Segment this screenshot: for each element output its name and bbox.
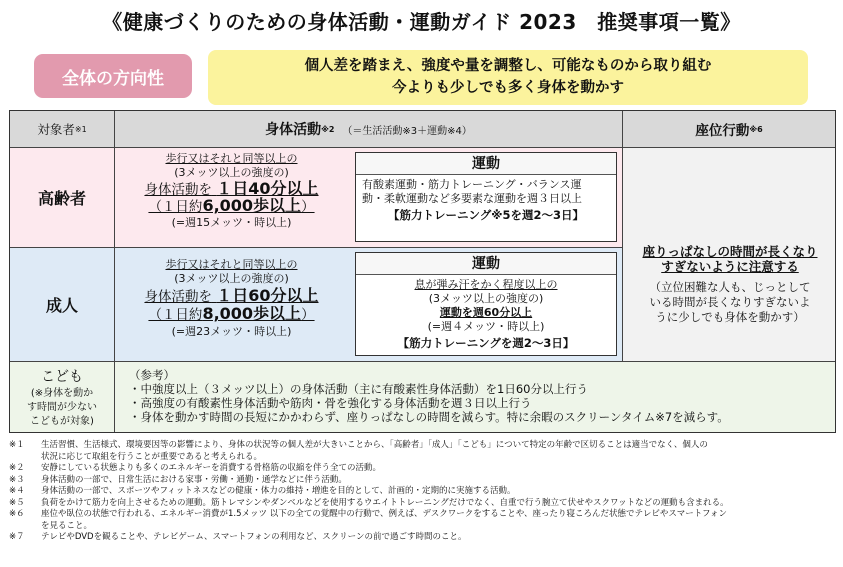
label-elderly: 高齢者	[10, 148, 115, 248]
header-target-mark: ※1	[74, 124, 87, 134]
adult-exercise-box	[355, 252, 617, 356]
child-bullet-2: ・高強度の有酸素性身体活動や筋肉・骨を強化する身体活動を週３日以上行う	[129, 396, 532, 410]
elderly-exercise-body	[356, 175, 616, 225]
elderly-activity-cell	[115, 148, 623, 248]
footnote-row: ※５ 負荷をかけて筋力を向上させるための運動。筋トレマシンやダンベルなどを使用するウエイトトレーニングだけでなく、自重で行う腕立て伏せやスクワットなどの運動も含まれる。	[9, 497, 729, 508]
label-adult: 成人	[10, 248, 115, 362]
adult-exercise-line-4: (=週４メッツ・時以上)	[427, 320, 545, 333]
adult-exercise-line-3: 運動を週60分以上	[439, 306, 533, 319]
elderly-exercise-title: 運動	[356, 153, 616, 175]
elderly-activity-text	[119, 152, 344, 230]
header-sedentary-label: 座位行動	[695, 123, 750, 139]
label-child	[10, 362, 115, 432]
sedentary-em-1: 座りっぱなしの時間が長くなり	[642, 244, 818, 259]
footnote-row: ※７ テレビやDVDを観ることや、テレビゲーム、スマートフォンの利用など、スクリーンの前で過ごす時間のこと。	[9, 532, 467, 542]
label-child-main: こども	[41, 369, 83, 385]
header-activity-mark: ※2	[321, 124, 335, 134]
adult-line-4: （１日約8,000歩以上）	[148, 304, 315, 323]
elderly-line-2: (3メッツ以上の強度の)	[174, 166, 289, 179]
child-bullet-3: ・身体を動かす時間の長短にかかわらず、座りっぱなしの時間を減らす。特に余暇のスクリーンタイム※7を減らす。	[129, 410, 729, 424]
elderly-line-3: 身体活動を １日40分以上	[144, 179, 319, 198]
elderly-exercise-line-2: 動・柔軟運動など多要素な運動を週３日以上	[362, 192, 582, 205]
label-child-sub-3: こどもが対象)	[30, 416, 94, 427]
adult-activity-text	[119, 258, 344, 339]
direction-box	[208, 50, 808, 105]
elderly-line-5: (=週15メッツ・時以上)	[171, 216, 292, 229]
footnote-row: ※２ 安静にしている状態よりも多くのエネルギーを消費する骨格筋の収縮を伴う全ての活動。	[9, 463, 382, 473]
elderly-exercise-line-1: 有酸素運動・筋力トレーニング・バランス運	[362, 178, 582, 191]
header-sedentary	[623, 111, 835, 148]
adult-exercise-title: 運動	[356, 253, 616, 275]
adult-line-2: (3メッツ以上の強度の)	[174, 272, 289, 285]
direction-badge: 全体の方向性	[34, 54, 192, 98]
adult-exercise-body	[356, 275, 616, 353]
adult-exercise-line-2: (3メッツ以上の強度の)	[428, 292, 544, 305]
elderly-line-1: 歩行又はそれと同等以上の	[165, 152, 298, 165]
header-activity	[115, 111, 623, 148]
sedentary-text	[631, 244, 829, 325]
adult-line-3: 身体活動を １日60分以上	[144, 286, 319, 305]
elderly-exercise-box	[355, 152, 617, 242]
adult-exercise-line-1: 息が弾み汗をかく程度以上の	[414, 278, 558, 291]
footnote-row: 状況に応じて取組を行うことが重要であると考えられる。	[41, 451, 263, 462]
header-sedentary-mark: ※6	[749, 124, 763, 134]
sedentary-note-3: うに少しでも身体を動かす）	[655, 310, 805, 324]
elderly-line-4: （１日約6,000歩以上）	[148, 196, 315, 215]
footnotes	[9, 440, 837, 544]
sedentary-note-1: （立位困難な人も、じっとして	[649, 280, 811, 294]
header-target-label: 対象者	[37, 122, 75, 137]
header-target	[10, 111, 115, 148]
sedentary-cell	[623, 148, 835, 362]
adult-activity-cell	[115, 248, 623, 362]
direction-line-2: 今よりも少しでも多く身体を動かす	[392, 80, 624, 96]
footnote-row: ※１ 生活習慣、生活様式、環境要因等の影響により、身体の状況等の個人差が大きいことから、「高齢者」「成人」「こども」について特定の年齢で区切ることは適当でなく、個人の	[9, 440, 708, 450]
label-child-sub-2: す時間が少ない	[27, 402, 97, 413]
footnote-row: を見ること。	[41, 520, 93, 531]
child-bullet-1: ・中強度以上（３メッツ以上）の身体活動（主に有酸素性身体活動）を1日60分以上行う	[129, 382, 588, 396]
elderly-exercise-strength: 【筋力トレーニング※5を週2〜3日】	[388, 208, 584, 222]
adult-line-1: 歩行又はそれと同等以上の	[165, 258, 298, 271]
recommendation-table	[9, 110, 836, 433]
header-activity-label: 身体活動	[265, 122, 322, 138]
adult-exercise-strength: 【筋力トレーニングを週2〜3日】	[397, 336, 575, 350]
footnote-row: ※３ 身体活動の一部で、日常生活における家事・労働・通勤・通学などに伴う活動。	[9, 474, 347, 485]
footnote-row: ※６ 座位や臥位の状態で行われる、エネルギー消費が1.5メッツ 以下の全ての覚醒中の行動で、例えば、デスクワークをすることや、座ったり寝ころんだ状態でテレビやスマートフォン	[9, 509, 728, 519]
label-child-sub-1: (※身体を動か	[30, 388, 94, 399]
child-ref: （参考）	[129, 368, 175, 382]
direction-line-1: 個人差を踏まえ、強度や量を調整し、可能なものから取り組む	[304, 58, 712, 74]
sedentary-em-2: すぎないように注意する	[661, 259, 799, 274]
footnote-row: ※４ 身体活動の一部で、スポーツやフィットネスなどの健康・体力の維持・増進を目的として、計画的・定期的に実施する活動。	[9, 486, 516, 496]
adult-line-5: (=週23メッツ・時以上)	[171, 325, 292, 338]
page-title: 《健康づくりのための身体活動・運動ガイド 2023 推奨事項一覧》	[102, 10, 741, 34]
header-activity-note: （＝生活活動※3＋運動※4）	[342, 125, 472, 137]
child-recommendation-cell	[115, 362, 835, 432]
sedentary-note-2: いる時間が長くなりすぎないよ	[649, 295, 811, 309]
